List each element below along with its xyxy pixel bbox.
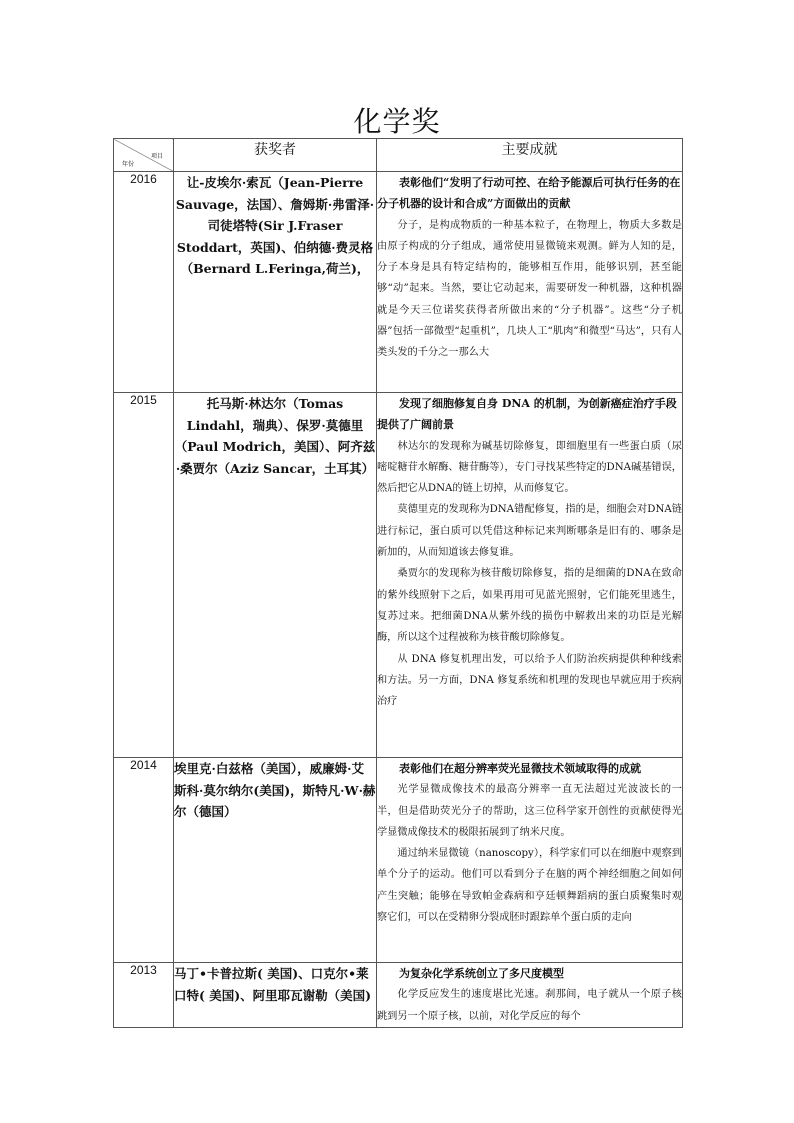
achievement-paragraph: 林达尔的发现称为碱基切除修复，即细胞里有一些蛋白质（尿嘧啶糖苷水解酶、糖苷酶等），专门寻找某些特定的DNA碱基错误，然后把它从DNA的链上切掉，从而修复它。 [377,440,682,495]
corner-label-year: 年份 [122,161,135,168]
year-cell: 2015 [114,393,174,758]
column-header-achievement: 主要成就 [377,139,683,172]
achievement-title: 表彰他们在超分辨率荧光显微技术领域取得的成就 [399,762,641,775]
achievement-paragraph: 通过纳米显微镜（nanoscopy），科学家们可以在细胞中观察到单个分子的运动。他们可以看到分子在脑的两个神经细胞之间如何产生突触；能够在导致帕金森病和亨廷顿舞蹈病的蛋白质聚集时观察它们，可以在受精卵分裂成胚时跟踪单个蛋白质的走向 [377,848,682,924]
year-cell: 2014 [114,758,174,963]
year-cell: 2016 [114,172,174,393]
corner-label-item: 项目 [150,153,163,160]
winners-cell: 马丁•卡普拉斯( 美国)、口克尔•莱口特( 美国)、阿里耶瓦谢勒（美国) [174,963,377,1028]
winners-cell: 托马斯·林达尔（Tomas Lindahl，瑞典）、保罗·莫德里（Paul Modrich，美国）、阿齐兹·桑贾尔（Aziz Sancar，土耳其） [174,393,377,758]
achievement-cell [377,393,683,758]
table-row [114,758,683,963]
achievement-paragraph: 莫德里克的发现称为DNA错配修复，指的是，细胞会对DNA链进行标记，蛋白质可以凭借这种标记来判断哪条是旧有的、哪条是新加的，从而知道该去修复谁。 [377,504,682,559]
achievement-paragraph: 从 DNA 修复机理出发，可以给予人们防治疾病提供种种线索和方法。另一方面，DNA 修复系统和机理的发现也早就应用于疾病治疗 [377,653,682,708]
achievement-paragraph: 桑贾尔的发现称为核苷酸切除修复，指的是细菌的DNA在致命的紫外线照射下之后，如果再用可见蓝光照射，它们能死里逃生，复苏过来。把细菌DNA从紫外线的损伤中解救出来的功臣是光解酶，所以这个过程被称为核苷酸切除修复。 [377,568,682,644]
table-header-row [114,139,683,172]
achievement-cell [377,963,683,1028]
achievement-paragraph: 光学显微成像技术的最高分辨率一直无法超过光波波长的一半，但是借助荧光分子的帮助，这三位科学家开创性的贡献使得光学显微成像技术的极限拓展到了纳米尺度。 [377,784,682,838]
page-title: 化学奖 [353,105,441,138]
table-row [114,393,683,758]
awards-table [113,138,683,1028]
year-cell: 2013 [114,963,174,1028]
achievement-title: 表彰他们“发明了行动可控、在给予能源后可执行任务的在分子机器的设计和合成”方面做出的贡献 [377,176,681,211]
achievement-cell [377,172,683,393]
winners-cell: 让-皮埃尔·索瓦（Jean-Pierre Sauvage，法国）、詹姆斯·弗雷泽·司徒塔特(Sir J.Fraser Stoddart，英国)、伯纳德·费灵格（Bernard L.Feringa,荷兰)， [174,172,377,393]
column-header-winners: 获奖者 [174,139,377,172]
achievement-cell [377,758,683,963]
winners-cell: 埃里克·白兹格（美国），威廉姆·艾斯科·莫尔纳尔(美国)，斯特凡·W·赫尔（德国） [174,758,377,963]
achievement-title: 发现了细胞修复自身 DNA 的机制，为创新癌症治疗手段提供了广阔前景 [377,397,677,432]
achievement-paragraph: 分子，是构成物质的一种基本粒子，在物理上，物质大多数是由原子构成的分子组成，通常使用显微镜来观测。鲜为人知的是，分子本身是具有特定结构的，能够相互作用，能够识别，甚至能够“动”起来。当然，要让它动起来，需要研发一种机器，这种机器就是今天三位诺奖获得者所做出来的“分子机器”。这些“分子机器”包括一部微型“起重机”，几块人工“肌肉”和微型“马达”，只有人类头发的千分之一那么大 [377,219,682,359]
achievement-paragraph: 化学反应发生的速度堪比光速。刹那间，电子就从一个原子核跳到另一个原子核，以前，对化学反应的每个 [377,989,682,1022]
table-row [114,963,683,1028]
diagonal-corner-cell [114,139,174,172]
table-row [114,172,683,393]
achievement-title: 为复杂化学系统创立了多尺度模型 [399,967,564,980]
